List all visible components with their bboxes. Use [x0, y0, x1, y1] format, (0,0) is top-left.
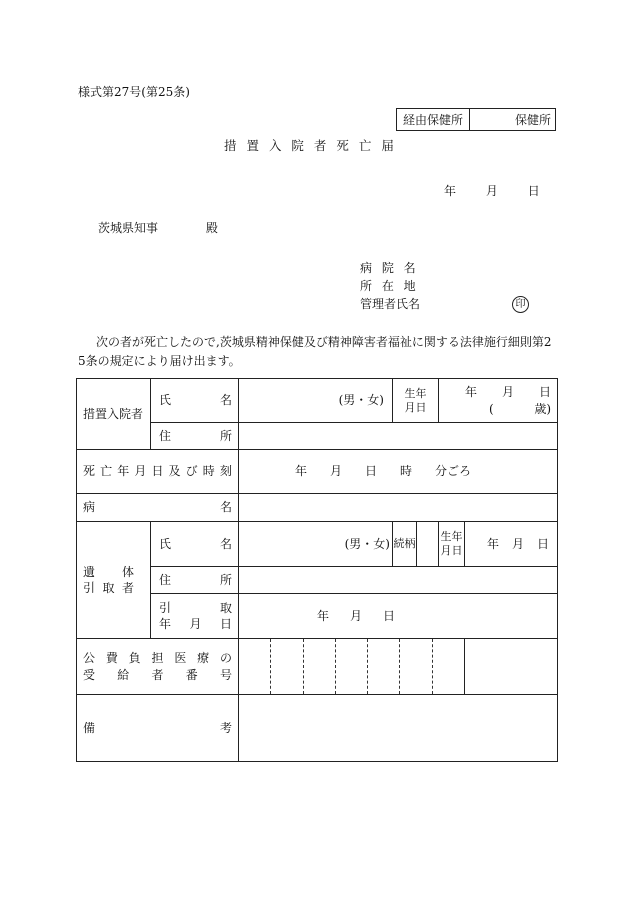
- disease-label: 病 名: [77, 494, 239, 522]
- digit-box[interactable]: [239, 639, 270, 694]
- addressee-honorific: 殿: [205, 221, 218, 235]
- form-number: 様式第27号(第25条): [78, 85, 190, 99]
- receiver-birth-label: 生年 月日: [439, 522, 465, 567]
- receiver-name-field[interactable]: [239, 522, 393, 567]
- patient-birth-field[interactable]: 年 月 日 ( 歳): [439, 379, 558, 423]
- public-expense-extra-field[interactable]: [465, 639, 558, 695]
- date-line: [444, 185, 540, 197]
- body-text-line1: 次の者が死亡したので,茨城県精神保健及び精神障害者福祉に関する法律施行細則第2: [96, 335, 552, 349]
- digit-boxes[interactable]: [239, 639, 464, 694]
- addressee: [98, 222, 218, 234]
- patient-section-label: 措置入院者: [77, 379, 151, 450]
- death-datetime-label: 死 亡 年 月 日 及 び 時 刻: [77, 450, 239, 494]
- disease-field[interactable]: [239, 494, 558, 522]
- public-expense-number-field[interactable]: [239, 639, 465, 695]
- public-expense-label: 公 費 負 担 医 療 の 受 給 者 番 号: [77, 639, 239, 695]
- receiver-name-label: 氏 名: [151, 522, 239, 567]
- digit-box[interactable]: [270, 639, 302, 694]
- addressee-name: 茨城県知事: [98, 221, 159, 235]
- receiver-sex-choice[interactable]: (男・女): [344, 536, 390, 551]
- receiver-address-label: 住 所: [151, 567, 239, 594]
- date-month-label: 月: [485, 184, 498, 198]
- digit-box[interactable]: [335, 639, 367, 694]
- death-datetime-field[interactable]: 年 月 日 時 分ごろ: [239, 450, 558, 494]
- pickup-date-label: 引 取 年 月 日: [151, 594, 239, 639]
- route-value[interactable]: 保健所: [470, 109, 556, 131]
- route-label: 経由保健所: [397, 109, 470, 131]
- patient-sex-choice[interactable]: (男・女): [338, 393, 384, 408]
- hospital-name-label: 病 院 名: [360, 261, 419, 275]
- patient-name-field[interactable]: [239, 379, 393, 423]
- route-health-center-box: [396, 108, 556, 131]
- hospital-manager-label: 管理者氏名: [360, 297, 421, 311]
- body-text-line2: 5条の規定により届け出ます。: [78, 354, 241, 368]
- digit-box[interactable]: [367, 639, 399, 694]
- hospital-location-label: 所 在 地: [360, 279, 419, 293]
- seal-icon: 印: [512, 296, 529, 313]
- remarks-field[interactable]: [239, 695, 558, 762]
- document-title: 措 置 入 院 者 死 亡 届: [224, 138, 397, 153]
- receiver-birth-field[interactable]: 年 月 日: [465, 522, 558, 567]
- pickup-date-field[interactable]: 年 月 日: [239, 594, 558, 639]
- digit-box[interactable]: [303, 639, 335, 694]
- date-year-label: 年: [444, 184, 457, 198]
- receiver-relation-label: 続柄: [393, 522, 417, 567]
- patient-age[interactable]: ( 歳): [489, 401, 551, 416]
- patient-name-label: 氏 名: [151, 379, 239, 423]
- notification-table: [76, 378, 558, 762]
- receiver-address-field[interactable]: [239, 567, 558, 594]
- digit-box[interactable]: [399, 639, 431, 694]
- patient-address-label: 住 所: [151, 423, 239, 450]
- patient-address-field[interactable]: [239, 423, 558, 450]
- seal-mark: [512, 296, 529, 313]
- digit-box[interactable]: [432, 639, 464, 694]
- patient-birth-label: 生年 月日: [393, 379, 439, 423]
- receiver-section-label: 遺 体 引 取 者: [77, 522, 151, 639]
- receiver-relation-field[interactable]: [417, 522, 439, 567]
- remarks-label: 備 考: [77, 695, 239, 762]
- date-day-label: 日: [527, 184, 540, 198]
